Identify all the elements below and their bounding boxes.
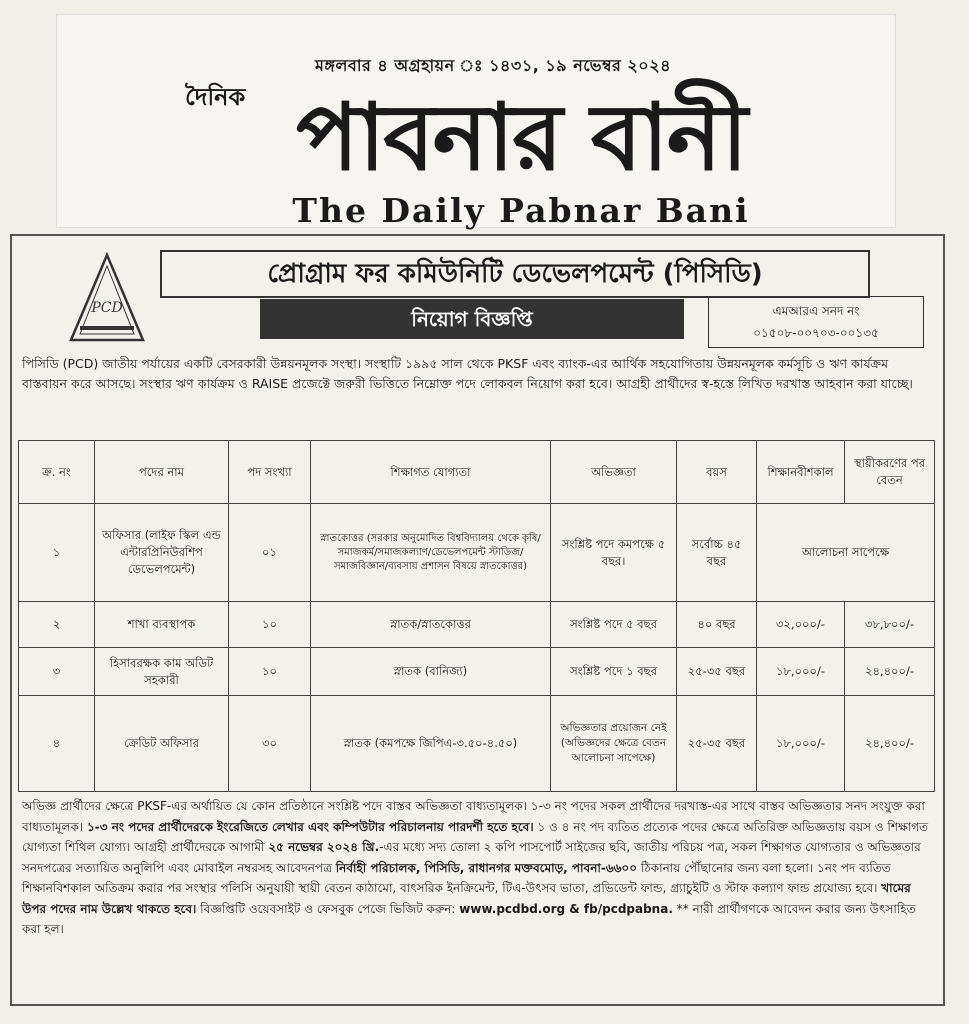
registration-number: ০১৫০৮-০০৭০৩-০০১৩৫ xyxy=(753,326,879,340)
cell-salary-negotiable: আলোচনা সাপেক্ষে xyxy=(757,504,935,602)
skills-requirement: ১-৩ নং পদের প্রার্থীদেরকে ইংরেজিতে লেখার এবং কম্পিউটার পরিচালনায় পারদর্শী হতে হবে। xyxy=(86,819,534,834)
instructions-paragraph xyxy=(22,796,934,940)
col-header: পদ সংখ্যা xyxy=(229,441,311,504)
cell-post: অফিসার (লাইফ স্কিল এন্ড এন্টারপ্রিনিউরশিপ ডেভেলপমেন্ট) xyxy=(95,504,229,602)
col-header: স্থায়ীকরণের পর বেতন xyxy=(845,441,935,504)
cell-sl: ৪ xyxy=(19,696,95,792)
website-note: বিজ্ঞপ্তিটি ওয়েবসাইট ও ফেসবুক পেজে ভিজিট করুন: xyxy=(200,901,456,916)
cell-experience: অভিজ্ঞতার প্রয়োজন নেই (অভিজ্ঞদের ক্ষেত্রে বেতন আলোচনা সাপেক্ষে) xyxy=(551,696,677,792)
col-header: বয়স xyxy=(677,441,757,504)
newspaper-title-en: The Daily Pabnar Bani xyxy=(292,191,750,230)
cell-count: ৩০ xyxy=(229,696,311,792)
registration-label: এমআরএ সনদ নং xyxy=(772,304,860,318)
cell-post: হিসাবরক্ষক কাম অডিট সহকারী xyxy=(95,648,229,696)
benefits-note: ঠিকানায় পৌঁছানোর জন্য বলা হলো। ১নং পদ ব্যতিত শিক্ষানবিশকাল অতিক্রম করার পর সংস্থার পলিসি অনুযায়ী স্থায়ী বেতন কাঠামো, বাৎসরিক ইনক্রিমেন্ট, টিএ-উৎসব ভাতা, প্রভিডেন্ট ফান্ড, গ্র্যাচুইটি ও স্টাফ কল্যাণ ফান্ড প্রযোজ্য হবে। xyxy=(22,860,891,895)
cell-count: ১০ xyxy=(229,602,311,648)
relaxation-note: ১ ও ৪ নং পদ ব্যতিত প্রত্যেক পদের ক্ষেত্রে অতিরিক্ত অভিজ্ঞতায় বয়স ও শিক্ষাগত যোগ্যতা শিথিল যোগ্য। আগ্রহী প্রার্থীদেরকে আগামী xyxy=(22,819,929,854)
col-header: পদের নাম xyxy=(95,441,229,504)
cell-count: ১০ xyxy=(229,648,311,696)
logo-text: PCD xyxy=(91,300,123,316)
cell-education: স্নাতকোত্তর (সরকার অনুমোদিত বিশ্ববিদ্যালয় থেকে কৃষি/সমাজকর্ম/সমাজকল্যাণ/ডেভেলপমেন্ট স্টাডিজ/সমাজবিজ্ঞান/ব্যবসায় প্রশাসন বিষয়ে স্নাতকোত্তর) xyxy=(311,504,551,602)
website-link[interactable]: www.pcdbd.org & fb/pcdpabna. xyxy=(459,901,673,916)
col-header: শিক্ষানবীশকাল xyxy=(757,441,845,504)
cell-sl: ৩ xyxy=(19,648,95,696)
col-header: অভিজ্ঞতা xyxy=(551,441,677,504)
cell-age: ২৫-৩৫ বছর xyxy=(677,648,757,696)
cell-age: ৪০ বছর xyxy=(677,602,757,648)
intro-paragraph: পিসিডি (PCD) জাতীয় পর্যায়ের একটি বেসরকারী উন্নয়নমূলক সংস্থা। সংস্থাটি ১৯৯৫ সাল থেকে PKSF এবং ব্যাংক-এর আর্থিক সহযোগিতায় উন্নয়নমূলক কর্মসূচি ও ঋণ কার্যক্রম বাস্তবায়ন করে আসছে। সংস্থার ঋণ কার্যক্রম ও RAISE প্রজেক্টে জরুরী ভিত্তিতে নিম্নোক্ত পদে লোকবল নিয়োগ করা হবে। আগ্রহী প্রার্থীদের স্ব-হস্তে লিখিত দরখাস্ত আহবান করা যাচ্ছে। xyxy=(22,356,913,391)
women-encouraged-note: ** নারী প্রার্থীগণকে আবেদন করার জন্য উৎসাহিত করা হল। xyxy=(22,901,916,936)
experience-requirement: অভিজ্ঞ প্রার্থীদের ক্ষেত্রে PKSF-এর অর্থায়িত যে কোন প্রতিষ্ঠানে সংশ্লিষ্ট পদে বাস্তব অভিজ্ঞতা বাধ্যতামূলক। ১-৩ নং পদের সকল প্রার্থীদের দরখাস্ত-এর সাথে বাস্তব অভিজ্ঞতার সনদ সংযুক্ত করা বাধ্যতামূলক। xyxy=(22,799,925,834)
cell-age: সর্বোচ্চ ৪৫ বছর xyxy=(677,504,757,602)
vacancy-table xyxy=(18,440,935,792)
table-row xyxy=(19,602,935,648)
newspaper-masthead xyxy=(56,14,896,228)
cell-salary: ৩৮,৮০০/- xyxy=(845,602,935,648)
cell-count: ০১ xyxy=(229,504,311,602)
col-header: ক্র. নং xyxy=(19,441,95,504)
notice-heading: নিয়োগ বিজ্ঞপ্তি xyxy=(260,299,684,339)
cell-education: স্নাতক (বানিজ্য) xyxy=(311,648,551,696)
issue-date: মঙ্গলবার ৪ অগ্রহায়ন ঃ ১৪৩১, ১৯ নভেম্বর ২০২৪ xyxy=(315,56,671,75)
deadline: ২৫ নভেম্বর ২০২৪ খ্রি. xyxy=(268,840,380,854)
cell-probation-salary: ১৮,০০০/- xyxy=(757,696,845,792)
cell-post: শাখা ব্যবস্থাপক xyxy=(95,602,229,648)
cell-experience: সংশ্লিষ্ট পদে কমপক্ষে ৫ বছর। xyxy=(551,504,677,602)
cell-salary: ২৪,৪০০/- xyxy=(845,648,935,696)
newspaper-title-bn: পাবনার বানী xyxy=(296,83,746,191)
org-title: প্রোগ্রাম ফর কমিউনিটি ডেভেলপমেন্ট (পিসিডি) xyxy=(160,250,870,298)
cell-sl: ২ xyxy=(19,602,95,648)
cell-post: ক্রেডিট অফিসার xyxy=(95,696,229,792)
table-row xyxy=(19,504,935,602)
cell-education: স্নাতক (কমপক্ষে জিপিএ-৩.৫০-৪.৫০) xyxy=(311,696,551,792)
cell-education: স্নাতক/স্নাতকোত্তর xyxy=(311,602,551,648)
table-header-row xyxy=(19,441,935,504)
job-notice xyxy=(10,234,945,1006)
cell-experience: সংশ্লিষ্ট পদে ১ বছর xyxy=(551,648,677,696)
envelope-note: খামের উপর পদের নাম উল্লেখ থাকতে হবে। xyxy=(22,881,911,916)
col-header: শিক্ষাগত যোগ্যতা xyxy=(311,441,551,504)
cell-age: ২৫-৩৫ বছর xyxy=(677,696,757,792)
registration-box xyxy=(708,296,924,348)
documents-note: -এর মধ্যে সদ্য তোলা ২ কপি পাসপোর্ট সাইজের ছবি, জাতীয় পরিচয় পত্র, সকল শিক্ষাগত যোগ্যতার ও অভিজ্ঞতার সনদপত্রের সত্যায়িত অনুলিপি এবং মোবাইল নম্বরসহ আবেদনপত্র xyxy=(22,840,921,875)
table-row xyxy=(19,696,935,792)
cell-probation-salary: ৩২,০০০/- xyxy=(757,602,845,648)
cell-salary: ২৪,৪০০/- xyxy=(845,696,935,792)
dainik-label: দৈনিক xyxy=(185,83,246,111)
address: নির্বাহী পরিচালক, পিসিডি, রাধানগর মক্তবমোড়, পাবনা-৬৬০০ xyxy=(335,860,638,875)
cell-experience: সংশ্লিষ্ট পদে ৫ বছর xyxy=(551,602,677,648)
table-row xyxy=(19,648,935,696)
cell-probation-salary: ১৮,০০০/- xyxy=(757,648,845,696)
cell-sl: ১ xyxy=(19,504,95,602)
pcd-logo-icon xyxy=(68,252,146,348)
